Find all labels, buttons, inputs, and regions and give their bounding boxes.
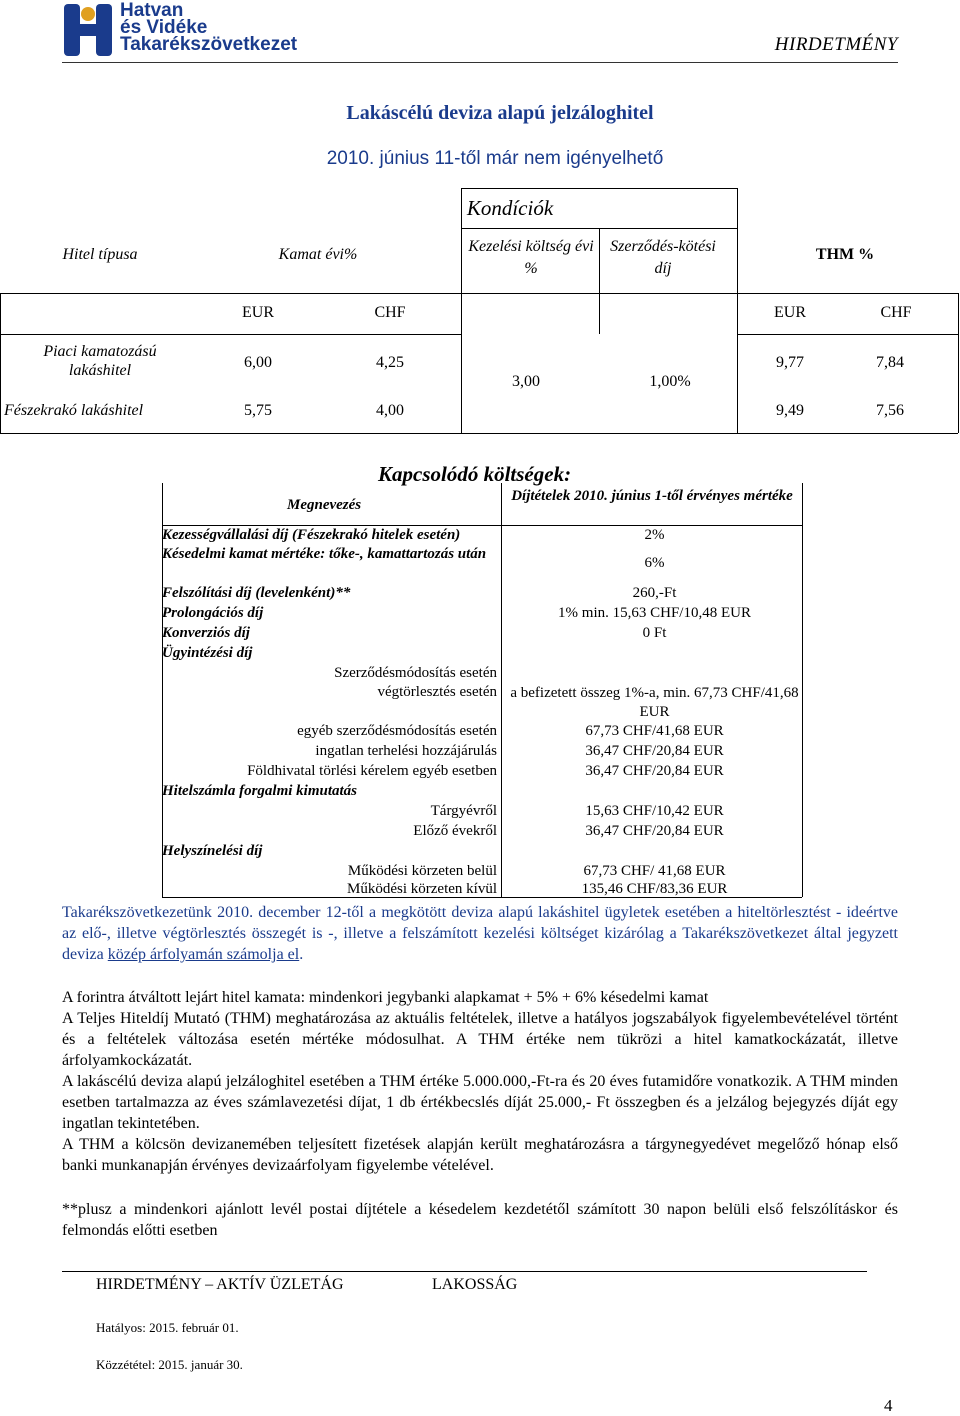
- currency-notice: Takarékszövetkezetünk 2010. december 12-től a megkötött deviza alapú lakáshitel ügyletek esetében a hiteltörlesztést - ideértve az elő-, illetve végtörlesztés összegét is -, illetve a felszámított kezelési költséget kizárólag a Takarékszövetkezet által jegyzett deviza közép árfolyamán számolja el.: [62, 904, 898, 963]
- page-subtitle: 2010. június 11-től már nem igényelhető: [326, 148, 664, 169]
- col-interest-rate: Kamat évi%: [278, 246, 358, 263]
- rate-link[interactable]: közép árfolyamán számolja el: [107, 946, 300, 963]
- thm-chf: 7,84: [876, 354, 904, 371]
- rate-chf: 4,25: [376, 354, 404, 371]
- rate-eur: 6,00: [244, 354, 272, 371]
- footer-right: LAKOSSÁG: [432, 1276, 518, 1293]
- published-date: Közzététel: 2015. január 30.: [96, 1357, 243, 1372]
- paragraph: A THM a kölcsön devizanemében teljesített fizetések alapján került meghatározásra a tárgynegyedévet megelőző hónap első banki munkanapján érvényes devizaárfolyam figyelembe vételével.: [62, 1136, 898, 1174]
- thm-chf: 7,56: [876, 402, 904, 419]
- eur-header: EUR: [774, 304, 806, 321]
- table-line: [501, 483, 502, 897]
- table-line: [461, 228, 737, 229]
- footnote: **plusz a mindenkori ajánlott levél postai díjtétele a késedelem kezdetétől számított 30 napon belüli első felszólításkor és felmondás előtti esetben: [62, 1201, 898, 1239]
- footer-divider: [62, 1271, 867, 1272]
- effective-date: Hatályos: 2015. február 01.: [96, 1320, 239, 1335]
- row-label-market: Piaci kamatozású lakáshitel: [43, 343, 157, 379]
- header-label: HIRDETMÉNY: [774, 34, 898, 55]
- bank-logo: [62, 2, 322, 60]
- footer-left: HIRDETMÉNY – AKTÍV ÜZLETÁG: [96, 1276, 344, 1293]
- conditions-heading: Kondíciók: [466, 196, 554, 220]
- col-loan-type: Hitel típusa: [62, 246, 138, 263]
- logo-line-1: Hatvan: [120, 0, 184, 21]
- thm-eur: 9,49: [776, 402, 804, 419]
- col-handling-fee: Kezelési költség évi %: [468, 238, 594, 277]
- col-thm: THM %: [815, 246, 875, 263]
- rate-chf: 4,00: [376, 402, 404, 419]
- costs-col-name: Megnevezés: [287, 497, 362, 513]
- conditions-table: [0, 188, 960, 434]
- header-divider: [62, 62, 898, 63]
- logo-line-3: Takarékszövetkezet: [120, 34, 298, 55]
- eur-header: EUR: [242, 304, 274, 321]
- table-line: [461, 188, 462, 433]
- contract-fee-value: 1,00%: [649, 373, 691, 390]
- row-label-nest: Fészekrakó lakáshitel: [4, 402, 144, 419]
- table-line: [162, 525, 802, 526]
- table-line: [599, 228, 600, 334]
- table-line: [0, 433, 958, 434]
- paragraph: A forintra átváltott lejárt hitel kamata: mindenkori jegybanki alapkamat + 5% + 6% késedelmi kamat: [62, 989, 709, 1006]
- table-line: [802, 483, 803, 897]
- table-line: [737, 334, 958, 335]
- table-line: [0, 293, 1, 433]
- paragraph: A lakáscélú deviza alapú jelzáloghitel esetében a THM értéke 5.000.000,-Ft-ra és 20 éves futamidőre vonatkozik. A THM minden esetben tartalmazza az éves számlavezetési díjat, 1 db értékbecslés díját 25.000,- Ft összegben és a jelzálog bejegyzés díját egy ingatlan tekintetében.: [62, 1073, 898, 1132]
- chf-header: CHF: [374, 304, 406, 321]
- paragraph: A Teljes Hiteldíj Mutató (THM) meghatározása az aktuális feltételek, illetve a hatályos jogszabályok figyelembevételével történt és a feltételek változása esetén mértéke módosulhat. A THM értéke nem tükrözi a hitel kamatkockázatát, illetve árfolyamkockázatát.: [62, 1010, 898, 1069]
- table-line: [0, 334, 461, 335]
- table-line: [461, 188, 737, 189]
- table-line: [0, 293, 958, 294]
- costs-col-fee: Díjtételek 2010. június 1-től érvényes mértéke: [511, 488, 793, 504]
- logo-line-2: és Vidéke: [120, 17, 208, 38]
- logo-mark-icon: [62, 2, 118, 58]
- handling-fee-value: 3,00: [512, 373, 540, 390]
- chf-header: CHF: [880, 304, 912, 321]
- rate-eur: 5,75: [244, 402, 272, 419]
- col-contract-fee: Szerződés-kötési díj: [610, 238, 716, 277]
- page-number: 4: [884, 1396, 893, 1415]
- costs-title: Kapcsolódó költségek:: [378, 462, 572, 486]
- table-line: [737, 188, 738, 433]
- page-title: Lakáscélú deviza alapú jelzáloghitel: [346, 102, 654, 124]
- table-line: [958, 293, 959, 433]
- thm-eur: 9,77: [776, 354, 804, 371]
